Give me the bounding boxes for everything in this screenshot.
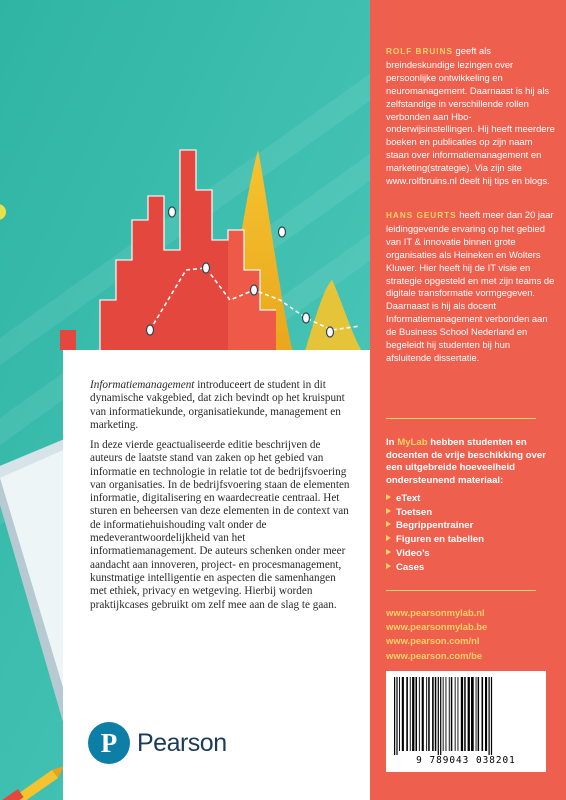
mylab-intro bbox=[386, 437, 561, 487]
barcode-bar bbox=[406, 677, 408, 751]
author-name: ROLF BRUINS bbox=[386, 47, 453, 56]
mylab-feature-list bbox=[386, 492, 484, 574]
url-link[interactable]: www.pearsonmylab.be bbox=[386, 621, 488, 633]
book-title-italic: Informatiemanagement bbox=[90, 379, 195, 391]
intro-paragraph bbox=[90, 379, 352, 432]
isbn-number: 9 789043 038201 bbox=[416, 755, 516, 766]
website-links bbox=[386, 606, 487, 663]
triangle-bullet-icon bbox=[386, 549, 391, 555]
mylab-prefix: In bbox=[386, 437, 398, 448]
feature-label: Toetsen bbox=[396, 506, 433, 518]
barcode-bar bbox=[458, 677, 459, 751]
triangle-bullet-icon bbox=[386, 508, 391, 514]
barcode-bar bbox=[468, 677, 470, 751]
author-bio-text: heeft meer dan 20 jaar leidinggevende ervaring op het gebied van IT & innovatie binnen grote organisaties als Heineken en Wolters Kluwer. Hier heeft hij de IT visie en strategie opgesteld en met zijn teams de digitale transformatie vormgegeven. Daarnaast is hij als docent Informatiemanagement verbonden aan de Business School Nederland en begeleidt hij studenten bij hun afsluitende dissertatie. bbox=[386, 209, 555, 363]
barcode-bar bbox=[471, 677, 474, 751]
triangle-bullet-icon bbox=[386, 563, 391, 569]
barcode-bar bbox=[438, 677, 439, 755]
list-item bbox=[386, 561, 484, 575]
barcode-bar bbox=[412, 677, 414, 751]
barcode-bar bbox=[443, 677, 444, 751]
isbn-barcode bbox=[386, 671, 546, 772]
barcode-bar bbox=[446, 677, 447, 751]
barcode-bar bbox=[489, 677, 490, 755]
author-info-column bbox=[370, 0, 566, 800]
url-link[interactable]: www.pearson.com/nl bbox=[386, 635, 480, 647]
barcode-bar bbox=[428, 677, 430, 751]
barcode-bar bbox=[419, 677, 420, 751]
barcode-bar bbox=[394, 677, 395, 755]
barcode-bar bbox=[461, 677, 463, 751]
barcode-bars bbox=[386, 671, 546, 755]
author-name: HANS GEURTS bbox=[386, 211, 457, 220]
list-item bbox=[386, 506, 484, 520]
barcode-bar bbox=[416, 677, 418, 751]
barcode-bar bbox=[422, 677, 424, 751]
feature-label: Cases bbox=[396, 561, 425, 573]
list-item bbox=[386, 519, 484, 533]
logo-letter: P bbox=[100, 728, 118, 758]
barcode-bar bbox=[435, 677, 437, 751]
url-link[interactable]: www.pearsonmylab.nl bbox=[386, 607, 485, 618]
feature-label: eText bbox=[396, 493, 421, 504]
body-paragraph: In deze vierde geactualiseerde editie beschrijven de auteurs de laatste stand van zaken op het gebied van informatie en technologie in relatie tot de bedrijfsvoering van organisaties. In de bedrijfsvoering staan de elementen informatie, digitalisering en waardecreatie centraal. Het sturen en beheersen van deze elementen in de context van de informatiehuishouding valt onder de medeverantwoordelijkheid van het informatiemanagement. De auteurs schenken onder meer aandacht aan innoveren, project- en procesmanagement, kunstmatige intelligentie en aspecten die samenhangen met ethiek, privacy en wetgeving. Hierbij worden praktijkcases gebruikt om zelf mee aan de slag te gaan. bbox=[90, 439, 350, 611]
section-divider bbox=[386, 418, 536, 419]
barcode-bar bbox=[485, 677, 487, 751]
list-item bbox=[386, 533, 484, 547]
pearson-logo-icon bbox=[88, 722, 130, 764]
barcode-bar bbox=[491, 677, 492, 755]
barcode-bar bbox=[449, 677, 450, 751]
barcode-bar bbox=[478, 677, 480, 751]
barcode-bar bbox=[451, 677, 453, 751]
list-item bbox=[386, 492, 484, 506]
url-link[interactable]: www.pearson.com/be bbox=[386, 649, 483, 661]
feature-label: Video’s bbox=[396, 547, 430, 559]
publisher-name: Pearson bbox=[137, 729, 227, 757]
author-bio-rolf bbox=[386, 45, 556, 188]
barcode-bar bbox=[399, 677, 400, 751]
triangle-bullet-icon bbox=[386, 494, 391, 500]
barcode-bar bbox=[402, 677, 404, 751]
mylab-brand: MyLab bbox=[397, 437, 428, 448]
barcode-bar bbox=[410, 677, 411, 751]
feature-label: Figuren en tabellen bbox=[396, 534, 484, 546]
mylab-text: hebben studenten en docenten de vrije beschikking over een uitgebreide hoeveelheid ondersteunend materiaal: bbox=[386, 437, 546, 486]
barcode-bar bbox=[455, 677, 456, 751]
feature-label: Begrippentrainer bbox=[396, 520, 474, 532]
barcode-bar bbox=[426, 677, 427, 751]
intro-text: introduceert de student in dit dynamische vakgebied, dat zich bevindt op het kruispunt van informatiekunde, organisatiekunde, management en marketing. bbox=[90, 379, 345, 431]
list-item bbox=[386, 547, 484, 561]
barcode-bar bbox=[432, 677, 434, 751]
barcode-bar bbox=[482, 677, 484, 751]
barcode-bar bbox=[396, 677, 397, 755]
author-bio-text: geeft als breindeskundige lezingen over persoonlijke ontwikkeling en neuromanagement. Daarnaast is hij als zelfstandige in verschillende rollen verbonden aan Hbo-onderwijsinstellingen. Hij heeft meerdere boeken en publicaties op zijn naam staan over informatiemanagement en marketing(strategie). Via zijn site www.rolfbruins.nl deelt hij tips en blogs. bbox=[386, 45, 555, 187]
section-divider bbox=[386, 590, 536, 591]
barcode-bar bbox=[464, 677, 466, 751]
triangle-bullet-icon bbox=[386, 535, 391, 541]
barcode-bar bbox=[440, 677, 441, 755]
triangle-bullet-icon bbox=[386, 521, 391, 527]
barcode-bar bbox=[476, 677, 477, 751]
author-bio-hans bbox=[386, 209, 556, 365]
description-panel bbox=[63, 350, 370, 800]
